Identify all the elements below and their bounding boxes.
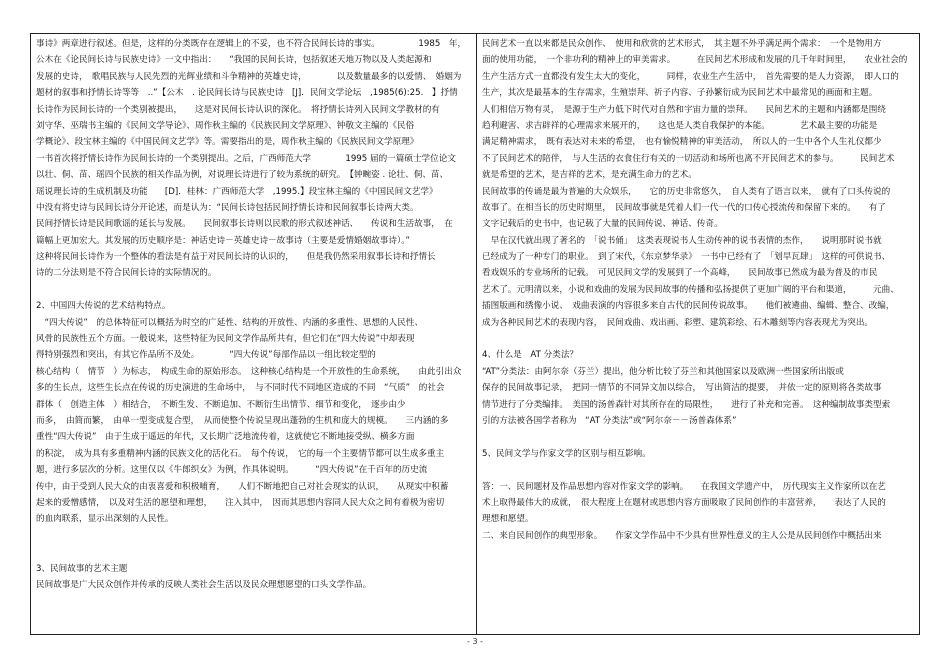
text-line: 发展的史诗， 歌唱民族与人民先烈的光辉业绩和斗争精神的英雄史诗， 以及数量最多的以爱情、 婚姻为 [36,71,462,82]
text-line: 就是希望的艺术，是吉祥的艺术，是充满生命力的艺术。 [482,170,697,181]
text-line: 5、民间文学与作家文学的区别与相互影响。 [482,448,651,459]
text-line: 一书首次将抒情长诗作为民间长诗的一个类别提出。之后，广西师范大学 1995 届的一篇硕士学位论文 [36,153,456,164]
text-line: 4、什么是 AT 分类法？ [482,350,579,361]
text-line: 二、来自民间创作的典型形象。 作家文学作品中不少具有世界性意义的主人公是从民间创作中概括出来 [482,530,882,541]
text-line: 2、中国四大传说的艺术结构特点。 [36,301,171,312]
text-line: 民间抒情长诗是民间歌谣的延长与发展。 民间叙事长诗则以民歌的形式叙述神话、 传说和生活故事， 在 [36,219,453,230]
text-line: 题材的叙事和抒情长诗等等 ..”【公木 . 论民间长诗与民族史诗 [J]．民间文学论坛 ,1985(6):25. 】抒情 [36,88,458,99]
text-line: 的血肉联系，显示出深刻的人民性。 [36,514,174,525]
text-line: 理想和愿望。 [482,514,534,525]
text-line: 文字记载后的史书中，也记载了大量的民间传说、神话、传奇。 [482,219,723,230]
text-line: 以壮、侗、苗、瑶四个民族的相关作品为例，对说理长诗进行了较为系统的研究。 【钟畹姿 . 论壮、侗、苗、 [36,170,449,181]
text-line: 篇幅上更加宏大。其发展的历史顺序是：神话史诗－英雄史诗－故事诗（主要是爱情婚姻故事诗）。” [36,235,410,246]
text-line: 早在汉代就出现了著名的 「说书俑」 这类表现说书人生动传神的说书表情的杰作， 说明那时说书就 [482,235,882,246]
blank-line [482,462,914,478]
text-line: 长诗作为民间长诗的一个类别被提出， 这是对民间长诗认识的深化。 将抒情长诗列入民间文学教材的有 [36,104,440,115]
text-line: 群体（ 创造主体 ）相结合， 不断生发、不断追加、不断衍生出情节、细节和变化， 逐步由少 [36,399,406,410]
right-column [482,36,914,632]
blank-line [482,429,914,445]
column-divider [476,33,477,635]
text-line: 得特别强烈和突出，有其它作品所不及处。 “四大传说”每部作品以一组比较定型的 [36,350,376,361]
text-line: 答：一、民间题材及作品思想内容对作家文学的影响。 在我国文学遗产中， 历代现实主义作家所以在艺 [482,481,886,492]
text-line: 艺术了。元明清以来，小说和戏曲的发展为民间故事的传播和弘扬提供了更加广阔的平台和渠道， 元曲、 [482,284,899,295]
text-line: 传中，由于受到人民大众的由衷喜爱和积极哺育， 人们不断地把自己对社会现实的认识， 从现实中积蓄 [36,481,449,492]
text-line: 中没有将史诗与民间长诗分开论述，而是认为：“民间长诗包括民间抒情长诗和民间叙事长诗两大类。 [36,202,419,213]
text-line: 民间艺术一直以来都是民众创作、 使用和欣赏的艺术形式， 其主题不外乎满足两个需求： 一个是物用方 [482,39,882,49]
page-number: - 3 - [467,637,483,646]
text-line: 不了民间艺术的陪伴， 与人生活的衣食住行有关的一切活动和场所也离不开民间艺术的参与。 民间艺术 [482,153,895,164]
text-line: 人们相信万物有灵， 是源于生产力低下时代对自然和宇宙力量的崇拜。 民间艺术的主题和内涵都是围绕 [482,104,886,115]
text-line: 学概论》、段宝林主编的《中国民间文艺学》等。需要指出的是，周作秋主编的《民族民间文学原理》 [36,137,419,148]
text-line: 故事了。在相当长的历史时期里， 民间故事就是凭着人们一代一代的口传心授流传和保留下来的。 有了 [482,202,886,213]
text-line: 事诗》两章进行叙述。但是，这样的分类既存在逻辑上的不妥，也不符合民间长诗的事实。 1985 年， [36,39,467,49]
text-line: 题，进行多层次的分析。这里仅以《牛郎织女》为例，作具体说明。 “四大传说”在千百年的历史流 [36,465,428,476]
text-line: 民间故事的传诵是最为普遍的大众娱乐， 它的历史非常悠久， 自人类有了语言以来， 就有了口头传说的 [482,186,891,197]
text-line: 已经成为了一种专门的职业。 到了宋代，《东京梦华录》 一书中已经有了 「划旱瓦肆」 这样的可供说书、 [482,252,891,263]
text-line: 起来的爱憎感情， 以及对生活的愿望和理想， 注入其中， 因而其思想内容同人民大众之间有着极为密切 [36,497,445,508]
left-column [36,36,470,632]
blank-line [36,528,470,544]
text-line: 面的使用功能， 一个非功利的精神上的审美需求。 在民间艺术形成和发展的几千年时间里， 农业社会的 [482,55,908,66]
text-line: 多的生长点，这些生长点在传说的历史演进的生命场中， 与不同时代不同地区造成的不同 “气质” 的社会 [36,383,445,394]
text-line: 瑶说理长诗的生成机制及功能 [D]．桂林：广西师范大学 ,1995.】段宝林主编的《中国民间文艺学》 [36,186,438,197]
text-line: 插图版画和绣像小说、 戏曲表演的内容很多来自古代的民间传说故事。 他们被遴曲、编辑、整合、改编， [482,301,895,312]
text-line: 成为各种民间艺术的表现内容， 民间戏曲、戏出画、彩塑、建筑彩绘、石木雕刻等内容表现尤为突出。 [482,317,874,328]
text-line: 而多， 由简而繁， 由单一型变成复合型， 从而使整个传说呈现出蓬勃的生机和庞大的规模。 三内涵的多 [36,415,449,426]
blank-line [36,282,470,298]
text-line: 刘守华、巫瑞书主编的《民间文学导论》、周作秋主编的《民族民间文学原理》、钟敬文主编的《民俗 [36,120,415,131]
text-line: 情节进行了分类编排。 美国的汤普森针对其所存在的局限性， 进行了补充和完善。 这种编制故事类型索 [482,399,891,410]
text-line: 这种将民间长诗作为一个整体的看法是有益于对民间长诗的认识的， 但是我仍然采用叙事长诗和抒情长 [36,252,436,263]
text-line: 3、民间故事的艺术主题 [36,563,128,574]
text-line: “AT”分类法：由阿尔奈（芬兰）提出，他分析比较了芬兰和其他国家以及欧洲一些国家所出版或 [482,366,844,377]
text-line: 诗的二分法则是不符合民间长诗的实际情况的。 [36,268,217,279]
text-line: 的积淀， 成为具有多重精神内涵的民族文化的活化石。 每个传说， 它的每一个主要情节都可以生成多重主 [36,448,445,459]
text-line: “四大传说” 的总体特征可以概括为时空的广延性、结构的开放性、内涵的多重性、思想的人民性、 [36,317,424,328]
text-line: 公木在《论民间长诗与民族史诗》一文中指出： “我国的民间长诗，包括叙述天地万物以及人类起源和 [36,55,432,66]
blank-line [36,544,470,560]
text-line: 核心结构（ 情节 ）为标志， 构成生命的原始形态。 这种核心结构是一个开放性的生命系统， 由此引出众 [36,366,462,377]
text-line: 生产，其次是最基本的生存需求，生殖崇拜、祈子内容、子孙繁衍成为民间艺术中最常见的画面和主题。 [482,88,878,99]
text-line: 满足精神需求， 既有表达对未来的希望， 也有愉悦精神的审美活动， 所以人的一生中各个人生礼仪都少 [482,137,882,148]
text-line: 风骨的民族性五个方面。一般说来，这些特征为民间文学作品所共有，但它们在“四大传说”中却表现 [36,334,415,345]
text-line: 保存的民间故事记录， 把同一情节的不同异文加以综合， 写出简洁的提要， 并依一定的原则将各类故事 [482,383,882,394]
text-line: 看戏娱乐的专业场所的记载。 可见民间文学的发展到了一个高峰， 民间故事已然成为最为普及的市民 [482,268,878,279]
text-line: 民间故事是广大民众创作并传承的反映人类社会生活以及民众理想愿望的口头文学作品。 [36,579,372,590]
text-line: 术上取得最伟大的成就， 很大程度上在题材或思想内容方面吸取了民间创作的丰富营养， 表达了人民的 [482,497,886,508]
blank-line [482,331,914,347]
text-line: 引的方法被各国学者称为 “AT 分类法”或“阿尔奈－－汤普森体系” [482,415,737,426]
text-line: 重性“四大传说” 由于生成于遥远的年代，又长期广泛地流传着，这就使它不断地接受纵、横多方面 [36,432,415,443]
text-line: 趋利避害、求吉辟祥的心理需求来展开的， 这也是人类自我保护的本能。 艺术最主要的功能是 [482,120,878,131]
text-line: 生产生活方式一直都没有发生太大的变化， 同样，农业生产生活中， 首先需要的是人力资源， 即人口的 [482,71,899,82]
